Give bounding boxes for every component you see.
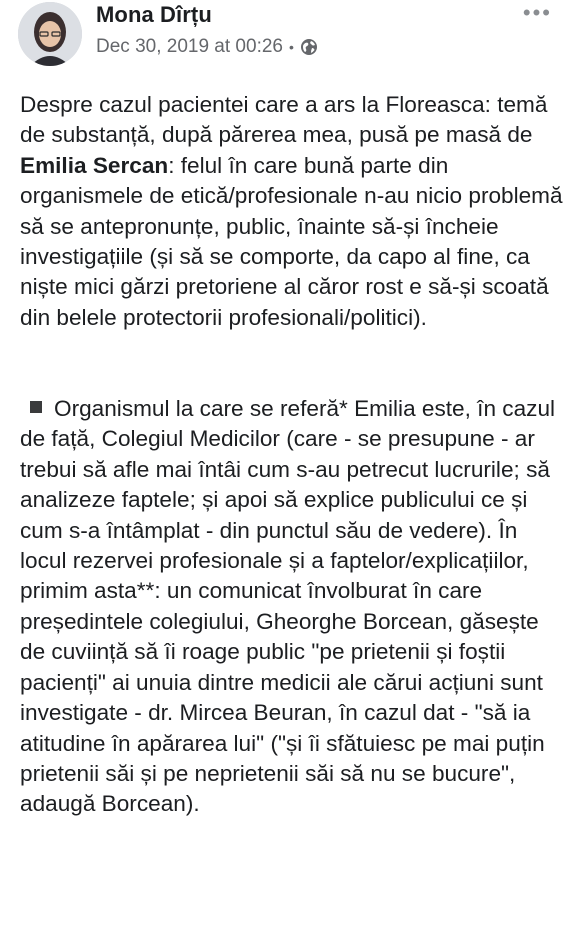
paragraph-bullet-text: Organismul la care se referă* Emilia este, în cazul de față, Colegiul Medicilor (care - se presupune - ar trebui să afle mai întâi cum s-au petrecut lucrurile; să analizeze faptele; și apoi să explice publicului ce și cum s-a întâmplat - din punctul său de vedere). În locul rezervei profesionale și a faptelor/explicațiilor, primim asta**: un comunicat învolburat în care președintele colegiului, Gheorghe Borcean, găsește de cuviință să îi roage public "pe prietenii și foștii pacienți" ai unuia dintre medicii ale cărui acțiuni sunt investigate - dr. Mircea Beuran, în cazul dat - "să ia atitudine în apărarea lui" ("și îi sfătuiesc pe mai puțin prietenii săi și pe neprietenii săi să nu se bucure", adaugă Borcean).: [20, 396, 556, 817]
mentioned-name[interactable]: Emilia Sercan: [20, 152, 169, 178]
paragraph-intro-text-end: : felul în care bună parte din organismele de etică/profesionale n-au nicio problemă să se antepronunțe, public, înainte să-și încheie investigațiile (și să se comporte, da capo al fine, ca niște mici gărzi pretoriene al căror rost e să-și scoată din belele protectorii profesionali/politici).: [20, 152, 563, 330]
paragraph-spacer: [20, 333, 568, 394]
post-text: [20, 90, 568, 820]
post-header: [0, 0, 576, 80]
avatar-image: [18, 2, 82, 66]
meta-separator: •: [288, 39, 294, 55]
post-meta: [96, 36, 318, 58]
paragraph-intro: [20, 90, 568, 333]
paragraph-intro-text-start: Despre cazul pacientei care a ars la Floreasca: temă de substanță, după părerea mea, pusă pe masă de: [20, 92, 548, 148]
black-square-bullet-icon: [30, 401, 42, 413]
author-avatar[interactable]: [18, 2, 82, 66]
post-timestamp[interactable]: Dec 30, 2019 at 00:26: [96, 36, 283, 57]
globe-icon[interactable]: [300, 38, 318, 56]
author-name[interactable]: Mona Dîrțu: [96, 2, 212, 27]
paragraph-bullet: [20, 394, 568, 820]
more-options-icon[interactable]: •••: [522, 0, 552, 25]
